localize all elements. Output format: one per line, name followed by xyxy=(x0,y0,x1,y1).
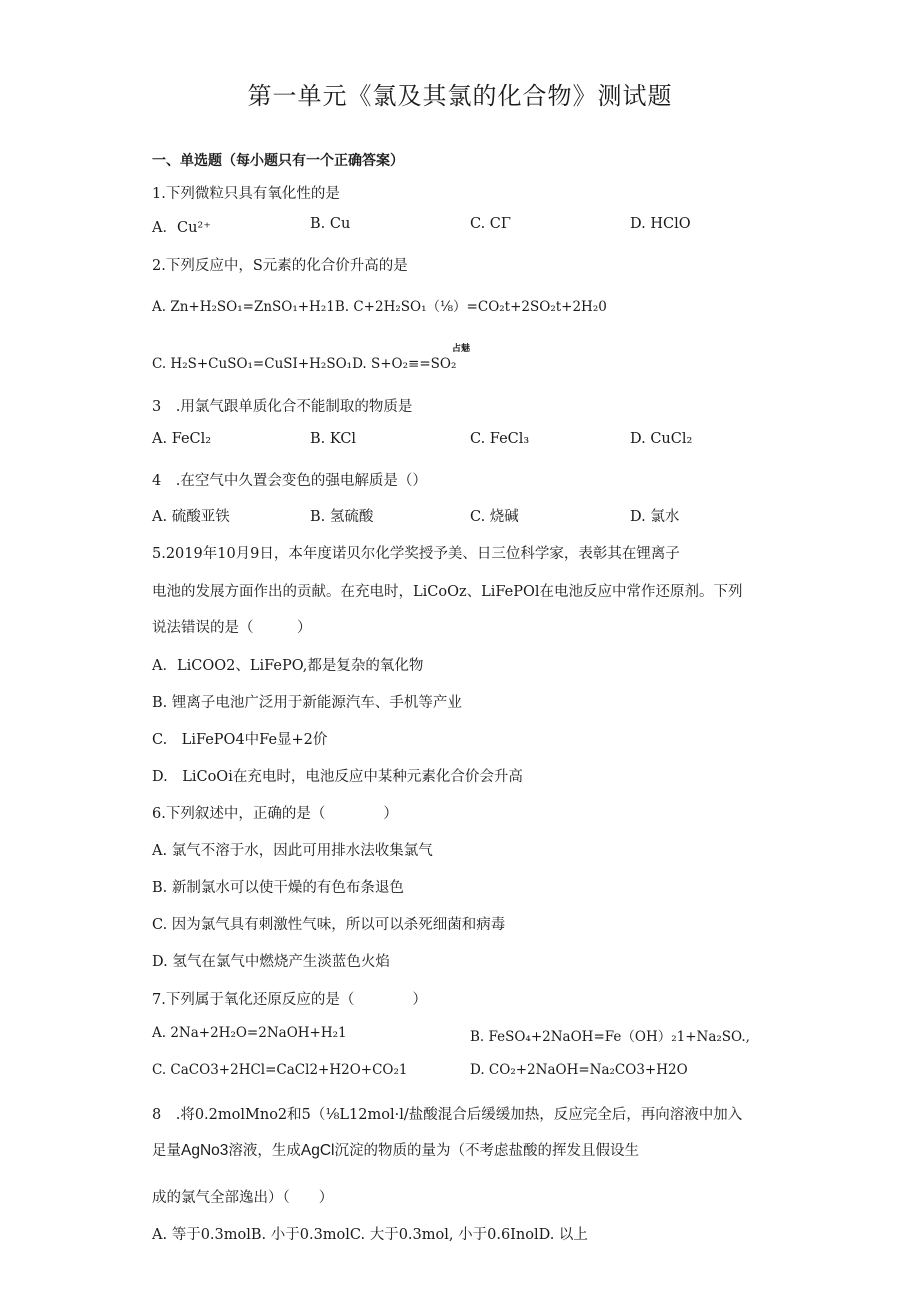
question-8-text: 沉淀的物质的量为（不考虑盐酸的挥发且假设生 xyxy=(334,1143,640,1159)
question-1-stem: 1.下列微粒只具有氧化性的是 xyxy=(152,186,340,202)
question-4-option-a: A. 硫酸亚铁 xyxy=(152,509,230,525)
question-5-stem-line-1: 5.2019年10月9日，本年度诺贝尔化学奖授予美、日三位科学家，表彰其在锂离子 xyxy=(152,546,680,562)
question-6-option-a: A. 氯气不溶于水，因此可用排水法收集氯气 xyxy=(152,843,433,859)
question-2-stem: 2.下列反应中，S元素的化合价升高的是 xyxy=(152,258,408,274)
question-4-option-d: D. 氯水 xyxy=(630,509,680,525)
question-6-option-d: D. 氢气在氯气中燃烧产生淡蓝色火焰 xyxy=(152,954,390,970)
question-3-option-c: C. FeCl₃ xyxy=(470,431,530,447)
question-2-options-ab: A. Zn+H₂SO₁=ZnSO₁+H₂1B. C+2H₂SO₁（⅛）=CO₂t+2SO₂t+2H₂0 xyxy=(152,299,607,315)
question-1-option-c: C. CΓ xyxy=(470,216,511,232)
question-1-option-b: B. Cu xyxy=(310,216,351,232)
section-heading: 一、单选题（每小题只有一个正确答案） xyxy=(152,153,404,169)
question-4-option-c: C. 烧碱 xyxy=(470,509,519,525)
question-7-option-b: B. FeSO₄+2NaOH=Fe（OH）₂1+Na₂SO., xyxy=(470,1029,750,1045)
question-5-stem-line-3: 说法错误的是（ ） xyxy=(152,620,312,636)
question-1-option-d: D. HClO xyxy=(630,216,691,232)
question-7-stem: 7.下列属于氧化还原反应的是（ ） xyxy=(152,992,427,1008)
reaction-condition-note: 占魅 xyxy=(452,344,471,354)
question-8-stem-line-3: 成的氯气全部逸出）（ ） xyxy=(152,1190,334,1206)
question-2-options-cd: C. H₂S+CuSO₁=CuSI+H₂SO₁D. S+O₂≡=SO₂ xyxy=(152,356,457,372)
question-8-options: A. 等于0.3molB. 小于0.3molC. 大于0.3mol, 小于0.6InolD. 以上 xyxy=(152,1227,588,1243)
question-6-option-c: C. 因为氯气具有刺激性气味，所以可以杀死细菌和病毒 xyxy=(152,917,506,933)
question-8-text: 溶液，生成 xyxy=(228,1143,301,1159)
question-3-option-d: D. CuCl₂ xyxy=(630,431,693,447)
question-8-stem-line-2 xyxy=(152,1139,639,1160)
question-4-stem: 4 .在空气中久置会变色的强电解质是（） xyxy=(152,473,427,489)
question-5-stem-line-2: 电池的发展方面作出的贡献。在充电时，LiCoOz、LiFePOl在电池反应中常作还原剂。下列 xyxy=(152,584,743,600)
question-6-stem: 6.下列叙述中，正确的是（ ） xyxy=(152,806,398,822)
question-7-option-c: C. CaCO3+2HCl=CaCl2+H2O+CO₂1 xyxy=(152,1062,408,1078)
question-5-option-a: A．LiCOO2、LiFePO,都是复杂的氧化物 xyxy=(152,658,424,674)
question-3-stem: 3 .用氯气跟单质化合不能制取的物质是 xyxy=(152,399,413,415)
question-8-text: 足量 xyxy=(152,1143,181,1159)
question-4-option-b: B. 氢硫酸 xyxy=(310,509,374,525)
question-7-option-a: A. 2Na+2H₂O=2NaOH+H₂1 xyxy=(152,1025,347,1041)
question-3-option-a: A. FeCl₂ xyxy=(152,431,212,447)
page-title: 第一单元《氯及其氯的化合物》测试题 xyxy=(247,82,673,110)
question-5-option-c: C. LiFePO4中Fe显+2价 xyxy=(152,732,328,748)
question-5-option-d: D. LiCoOi在充电时，电池反应中某种元素化合价会升高 xyxy=(152,769,523,785)
question-8-agcl: AgCl xyxy=(300,1142,335,1159)
question-3-option-b: B. KCl xyxy=(310,431,357,447)
question-7-option-d: D. CO₂+2NaOH=Na₂CO3+H2O xyxy=(470,1062,688,1078)
question-5-option-b: B. 锂离子电池广泛用于新能源汽车、手机等产业 xyxy=(152,695,462,711)
question-6-option-b: B. 新制氯水可以使干燥的有色布条退色 xyxy=(152,880,404,896)
question-8-agno3: AgNo3 xyxy=(181,1142,229,1159)
question-8-stem-line-1: 8 .将0.2molMno2和5（⅛L12mol·l/盐酸混合后缓缓加热，反应完全后，再向溶液中加入 xyxy=(152,1107,743,1123)
question-1-option-a: A．Cu²⁺ xyxy=(152,220,211,236)
